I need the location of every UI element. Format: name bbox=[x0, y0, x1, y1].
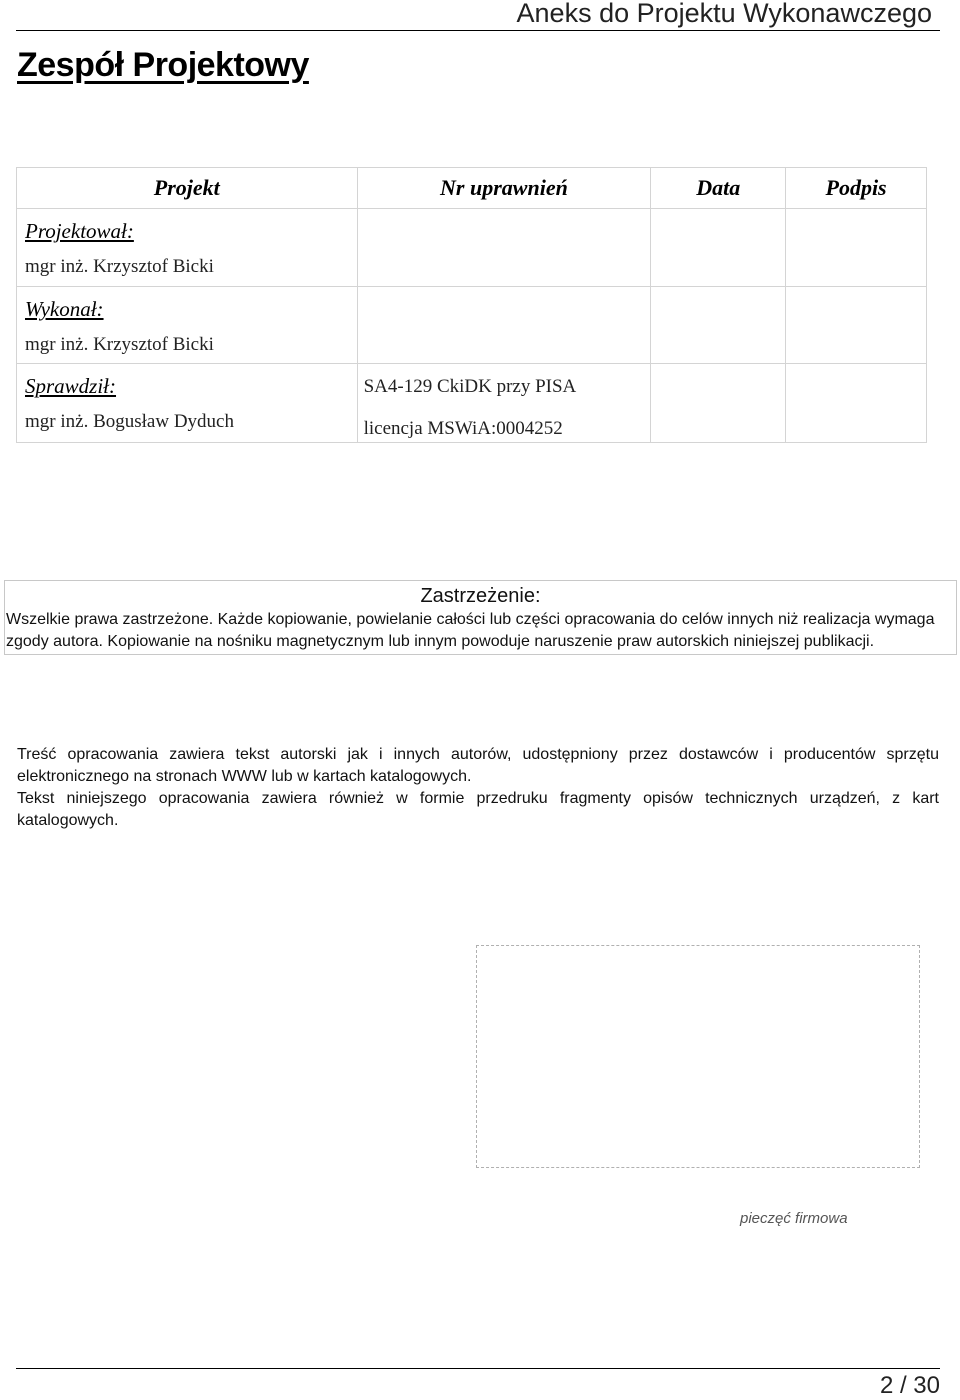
design-team-table bbox=[16, 167, 927, 443]
footer-divider bbox=[16, 1368, 940, 1369]
header-title: Aneks do Projektu Wykonawczego bbox=[516, 0, 932, 28]
license-line: licencja MSWiA:0004252 bbox=[363, 418, 563, 439]
person-name: mgr inż. Krzysztof Bicki bbox=[25, 334, 214, 355]
role-label: Sprawdził: bbox=[25, 374, 117, 398]
date-cell bbox=[651, 209, 786, 287]
table-row bbox=[17, 209, 927, 287]
license-line bbox=[358, 297, 651, 313]
header-divider bbox=[16, 30, 940, 31]
column-header-podpis: Podpis bbox=[786, 168, 927, 209]
stamp-caption: pieczęć firmowa bbox=[740, 1210, 848, 1227]
signature-cell bbox=[786, 364, 927, 443]
role-label: Projektował: bbox=[25, 219, 134, 243]
notice-title: Zastrzeżenie: bbox=[420, 585, 541, 607]
role-cell bbox=[17, 287, 358, 364]
license-line bbox=[358, 287, 651, 297]
role-cell bbox=[17, 364, 358, 443]
license-line: SA4-129 CkiDK przy PISA bbox=[363, 376, 577, 397]
person-name: mgr inż. Krzysztof Bicki bbox=[25, 256, 214, 277]
license-cell bbox=[357, 209, 651, 287]
copyright-notice bbox=[4, 580, 957, 655]
content-disclaimer bbox=[17, 744, 939, 832]
table-row bbox=[17, 287, 927, 364]
column-header-projekt: Projekt bbox=[17, 168, 358, 209]
license-cell bbox=[357, 287, 651, 364]
license-line bbox=[358, 219, 651, 235]
page-title: Zespół Projektowy bbox=[17, 46, 309, 84]
signature-cell bbox=[786, 287, 927, 364]
license-line bbox=[358, 209, 651, 219]
person-name: mgr inż. Bogusław Dyduch bbox=[25, 411, 234, 432]
paragraph: Treść opracowania zawiera tekst autorski jak i innych autorów, udostępniony przez dostawców i producentów sprzętu elektronicznego na stronach WWW lub w kartach katalogowych. bbox=[17, 746, 939, 785]
date-cell bbox=[651, 287, 786, 364]
page-number: 2 / 30 bbox=[879, 1372, 940, 1399]
notice-text: Wszelkie prawa zastrzeżone. Każde kopiowanie, powielanie całości lub części opracowania do celów innych niż realizacja wymaga zgody autora. Kopiowanie na nośniku magnetycznym lub innym powoduje naruszenie praw autorskich niniejszej publikacji. bbox=[6, 611, 935, 650]
date-cell bbox=[651, 364, 786, 443]
column-header-nr-uprawnien: Nr uprawnień bbox=[357, 168, 651, 209]
table-row bbox=[17, 364, 927, 443]
paragraph: Tekst niniejszego opracowania zawiera również w formie przedruku fragmenty opisów technicznych urządzeń, z kart katalogowych. bbox=[17, 790, 939, 829]
license-cell bbox=[357, 364, 651, 443]
company-stamp-area bbox=[476, 945, 920, 1168]
column-header-data: Data bbox=[651, 168, 786, 209]
signature-cell bbox=[786, 209, 927, 287]
table-header-row bbox=[17, 168, 927, 209]
role-label: Wykonał: bbox=[25, 297, 104, 321]
role-cell bbox=[17, 209, 358, 287]
